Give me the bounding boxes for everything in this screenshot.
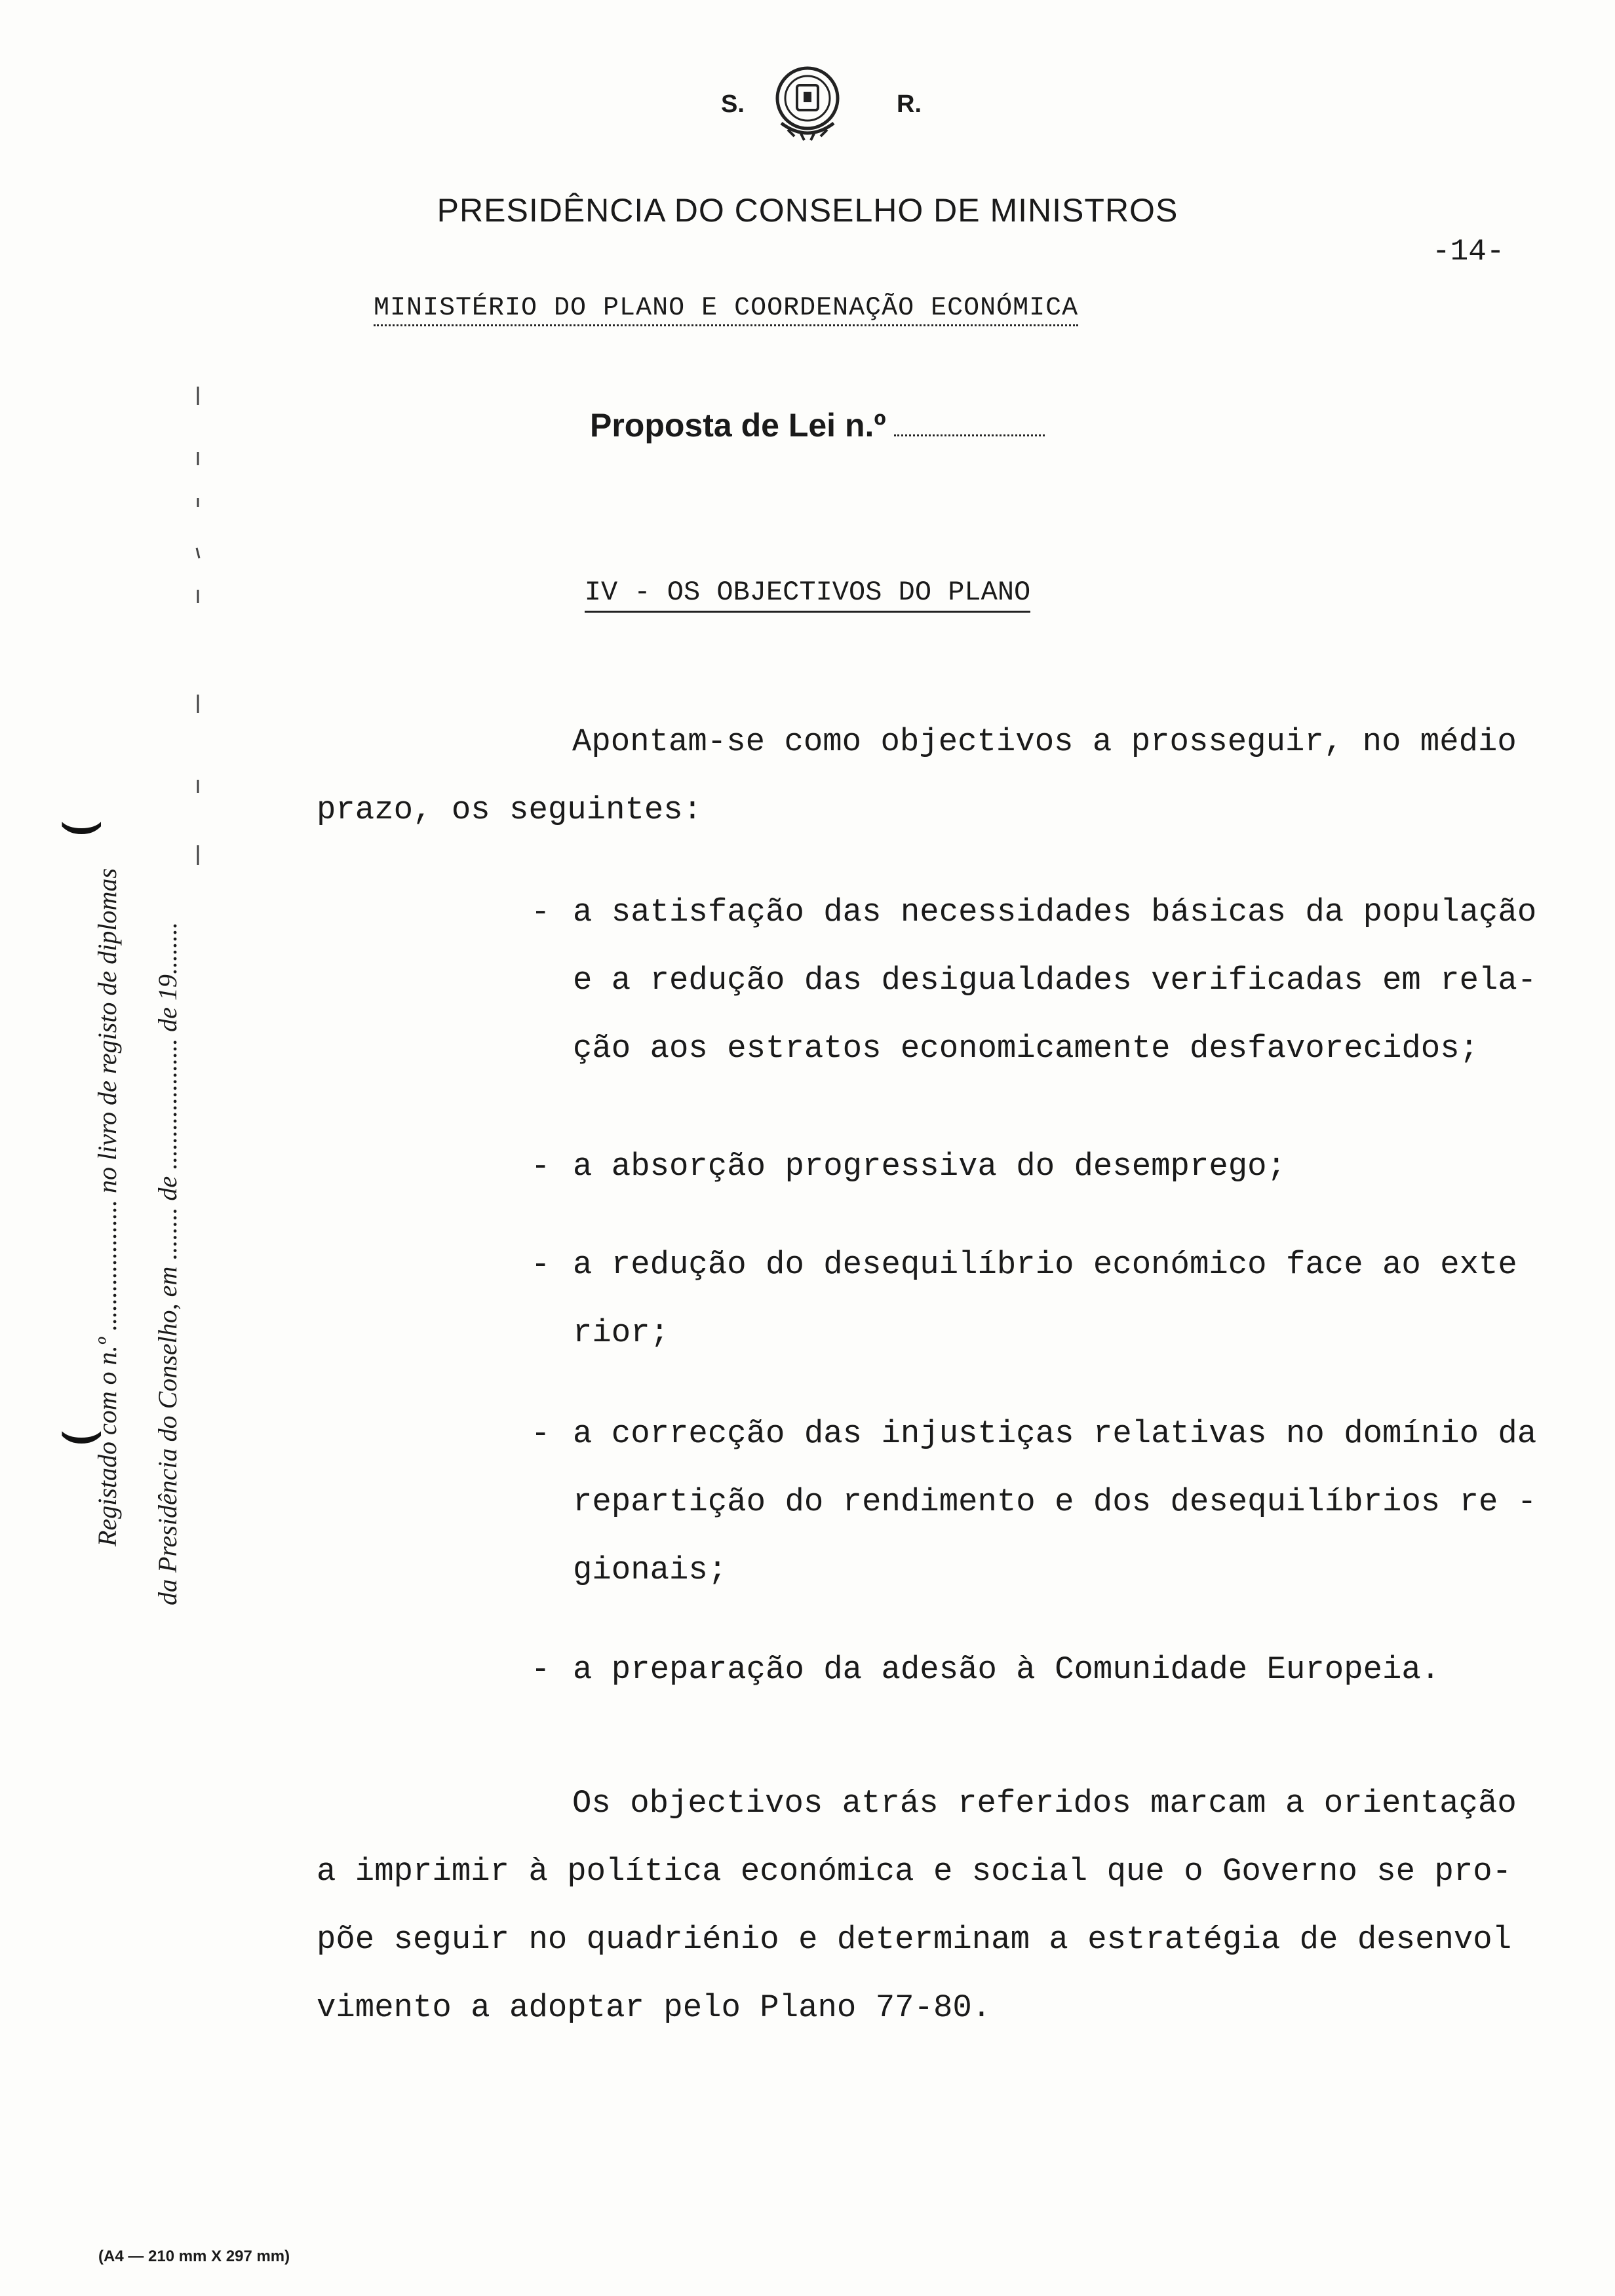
closing-line: põe seguir no quadriénio e determinam a estratégia de desenvol [317,1921,1512,1958]
intro-line: prazo, os seguintes: [317,792,703,828]
objective-item [531,1636,1580,1704]
objective-line: a absorção progressiva do desemprego; [573,1148,1286,1185]
registry-note-line: Registado com o n.º .................... no livro de registo de diplomas [92,868,122,1546]
bullet-dash: - [531,1651,551,1688]
intro-line: Apontam-se como objectivos a prosseguir, no médio [572,723,1517,760]
registry-note-line: da Presidência do Conselho, em ........ de .................... de 19........ [153,922,182,1605]
objective-line: repartição do rendimento e dos desequilíbrios re - [573,1483,1537,1520]
page-number: -14- [1432,235,1505,269]
presidency-heading: PRESIDÊNCIA DO CONSELHO DE MINISTROS [437,192,1178,229]
law-proposal-label [590,406,1045,444]
closing-line: Os objectivos atrás referidos marcam a orientação [572,1785,1517,1822]
section-title [0,577,1615,608]
objective-line: gionais; [573,1552,728,1588]
objective-item [531,1132,1580,1200]
objective-line: a satisfação das necessidades básicas da população [573,894,1537,930]
coat-of-arms-icon [768,58,847,149]
section-title-text: IV - OS OBJECTIVOS DO PLANO [585,577,1031,613]
margin-brace-icon: ⌣ [58,781,106,861]
punch-marks [194,387,203,898]
objective-item [531,1400,1580,1604]
objective-line: a preparação da adesão à Comunidade Europeia. [573,1651,1441,1688]
closing-line: a imprimir à política económica e social que o Governo se pro- [317,1853,1512,1890]
objective-line: a redução do desequilíbrio económico face ao exte [573,1246,1517,1283]
margin-brace-icon: ⌣ [58,1390,106,1470]
objective-line: rior; [573,1314,670,1351]
objective-item [531,1231,1580,1367]
bullet-dash: - [531,1415,551,1452]
objective-item [531,878,1580,1082]
header-r: R. [897,90,922,118]
objective-line: e a redução das desigualdades verificadas em rela- [573,962,1537,999]
closing-paragraph [317,1769,1562,2042]
closing-line: vimento a adoptar pelo Plano 77-80. [317,1989,992,2026]
bullet-dash: - [531,1148,551,1185]
objective-line: ção aos estratos economicamente desfavorecidos; [573,1030,1479,1067]
intro-paragraph [317,708,1549,844]
law-number-blank [894,434,1045,436]
ministry-heading: MINISTÉRIO DO PLANO E COORDENAÇÃO ECONÓMICA [374,294,1078,326]
bullet-dash: - [531,894,551,930]
law-proposal-text: Proposta de Lei n.º [590,407,886,444]
header-s: S. [721,90,745,118]
objective-line: a correcção das injustiças relativas no domínio da [573,1415,1537,1452]
bullet-dash: - [531,1246,551,1283]
paper-size-note: (A4 — 210 mm X 297 mm) [98,2248,290,2265]
